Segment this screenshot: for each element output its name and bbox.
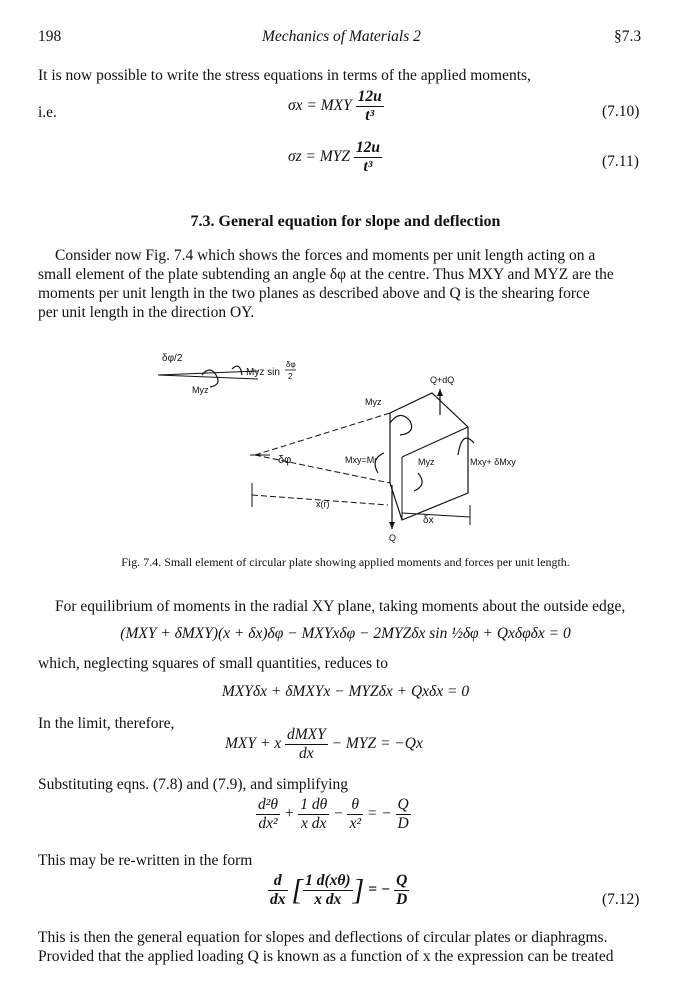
eq-7-12-d-den: dx bbox=[270, 891, 286, 908]
force-q-dq-head bbox=[437, 389, 443, 396]
equation-differential: $\frac{\text{d²θ}}{\text{dx²}}$ + $\frac{1 d\theta}{\text{x dx}}$ − $\frac{\theta}{\text{x²}}$ = − $\frac{Q}{D}$ bbox=[258, 796, 409, 832]
label-half-angle: δφ/2 bbox=[162, 353, 183, 364]
figure-7-4 bbox=[140, 345, 560, 545]
label-q: Q bbox=[389, 533, 397, 543]
text-limit: In the limit, therefore, bbox=[38, 715, 175, 732]
running-title: Mechanics of Materials 2 bbox=[262, 28, 421, 45]
label-mxy-dmxy: Mxy+ δMxy bbox=[470, 457, 516, 467]
eq-number-7-10: (7.10) bbox=[602, 103, 640, 120]
ie-label: i.e. bbox=[38, 104, 57, 121]
eq-7-10-lhs: σx = MXY bbox=[288, 97, 352, 115]
eq-7-10-num: 12u bbox=[357, 88, 382, 105]
eq-7-12-rhs-den: D bbox=[396, 891, 408, 908]
final-text-line-2: Provided that the applied loading Q is known as a function of x the expression can be treated bbox=[38, 948, 614, 965]
final-text-line-1: This is then the general equation for slopes and deflections of circular plates or diaphragms. bbox=[38, 929, 608, 946]
eq-limit-num: dMXY bbox=[286, 726, 326, 743]
label-myz-small: Myz bbox=[192, 385, 209, 395]
label-x-r: x(r) bbox=[316, 499, 330, 509]
equation-limit bbox=[225, 726, 423, 763]
eq-7-11-lhs: σz = MYZ bbox=[288, 148, 351, 166]
eq-diff-t3-den: x² bbox=[349, 815, 361, 832]
page-number: 198 bbox=[38, 28, 62, 45]
equation-equilibrium: (MXY + δMXY)(x + δx)δφ − MXYxδφ − 2MYZδx sin ½δφ + Qxδφδx = 0 bbox=[120, 625, 571, 642]
label-myz-sin: Myz sin bbox=[246, 367, 280, 378]
label-mxy-mr: Mxy=Mr bbox=[345, 455, 378, 465]
eq-7-12-inner-num: 1 d(xθ) bbox=[305, 872, 351, 889]
equation-7-12: $\frac{d}{dx}$ [ $\frac{1 d(x\theta)}{\text{x dx}}$ ] = − $\frac{Q}{D}$ bbox=[270, 872, 408, 908]
label-dx: δx bbox=[423, 515, 434, 526]
force-q-head bbox=[389, 522, 395, 529]
eq-7-12-inner-den: x dx bbox=[303, 890, 353, 909]
eq-diff-t1-den: dx² bbox=[256, 814, 280, 833]
para1-line-2: small element of the plate subtending an angle δφ at the centre. Thus MXY and MYZ are the bbox=[38, 266, 614, 283]
label-myz-mid: Myz bbox=[418, 457, 435, 467]
element-top-edge bbox=[255, 413, 390, 455]
small-moment-curl-right bbox=[232, 366, 242, 375]
eq-diff-rhs-num: Q bbox=[397, 796, 409, 813]
text-substitute: Substituting eqns. (7.8) and (7.9), and simplifying bbox=[38, 776, 348, 793]
eq-diff-t2-num: 1 dθ bbox=[300, 796, 328, 813]
moment-mxy-dmxy bbox=[458, 438, 474, 455]
label-myz-top: Myz bbox=[365, 397, 382, 407]
eq-diff-t1-num: d²θ bbox=[258, 796, 279, 813]
text-rewrite: This may be re-written in the form bbox=[38, 852, 253, 869]
equation-reduced: MXYδx + δMXYx − MYZδx + Qxδx = 0 bbox=[221, 683, 470, 700]
section-heading: 7.3. General equation for slope and deflection bbox=[190, 213, 501, 230]
label-dphi: δφ bbox=[278, 454, 292, 466]
moment-myz-top bbox=[390, 415, 412, 435]
para1-line-3: moments per unit length in the two planes as described above and Q is the shearing force bbox=[38, 285, 590, 302]
eq-number-7-11: (7.11) bbox=[602, 153, 639, 170]
eq-limit-post: − MYZ = −Qx bbox=[331, 735, 423, 753]
eq-7-12-d-num: d bbox=[273, 872, 282, 889]
section-marker: §7.3 bbox=[614, 28, 642, 45]
moment-myz-mid bbox=[414, 473, 422, 491]
eq-limit-den: dx bbox=[285, 744, 328, 763]
figure-caption: Fig. 7.4. Small element of circular plate showing applied moments and forces per unit length. bbox=[121, 555, 570, 569]
label-dphi-frac-den: 2 bbox=[288, 372, 293, 381]
para1-line-4: per unit length in the direction OY. bbox=[38, 304, 255, 321]
para2: For equilibrium of moments in the radial XY plane, taking moments about the outside edge, bbox=[55, 598, 626, 615]
label-dphi-frac-num: δφ bbox=[286, 360, 296, 369]
eq-diff-t3-num: θ bbox=[351, 796, 360, 813]
intro-text: It is now possible to write the stress equations in terms of the applied moments, bbox=[38, 67, 531, 84]
equation-7-10 bbox=[288, 88, 384, 125]
eq-7-10-den: t³ bbox=[356, 106, 384, 125]
eq-diff-t2-den: x dx bbox=[298, 814, 329, 833]
eq-number-7-12: (7.12) bbox=[602, 891, 640, 908]
label-q-dq: Q+dQ bbox=[430, 375, 455, 385]
para1-line-1: Consider now Fig. 7.4 which shows the forces and moments per unit length acting on a bbox=[55, 247, 596, 264]
ref-line-lower bbox=[158, 375, 258, 379]
eq-7-11-num: 12u bbox=[355, 139, 381, 156]
eq-diff-rhs-den: D bbox=[397, 815, 409, 832]
equation-7-11 bbox=[288, 139, 382, 176]
eq-7-11-den: t³ bbox=[354, 157, 382, 176]
eq-limit-pre: MXY + x bbox=[225, 735, 282, 753]
text-neglect: which, neglecting squares of small quantities, reduces to bbox=[38, 655, 388, 672]
ref-line-upper bbox=[158, 371, 258, 375]
eq-7-12-rhs-num: Q bbox=[396, 872, 408, 889]
